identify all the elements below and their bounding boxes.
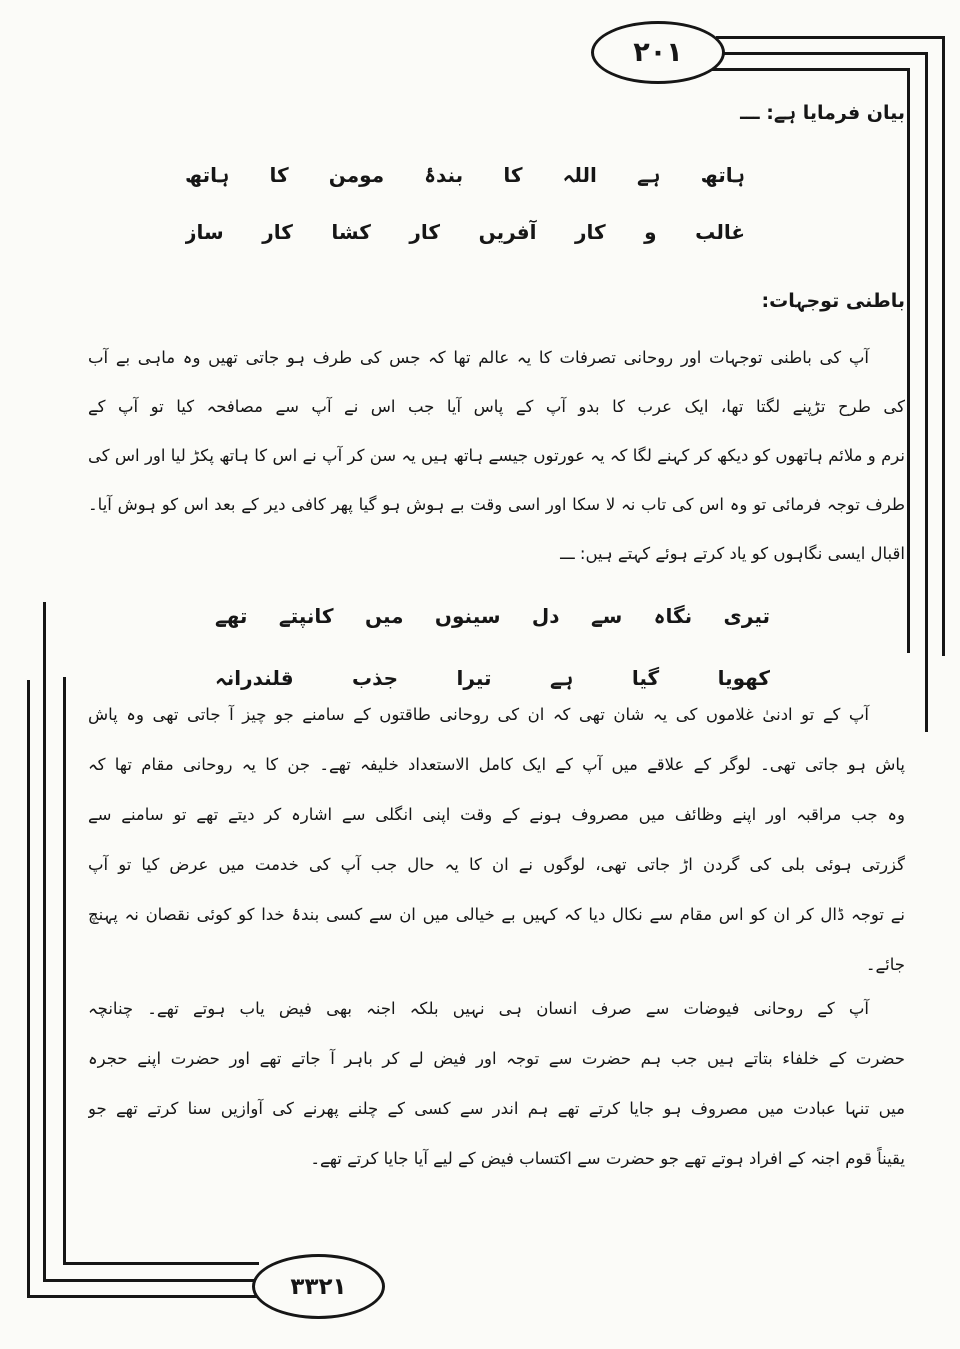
page-number-bottom: ۳۳۲۱ bbox=[290, 1273, 347, 1300]
frame-bottom-line-outer bbox=[27, 1295, 277, 1298]
paragraph-line: نرم و ملائم ہاتھوں کو دیکھ کر کہنے لگا کہ یہ عورتوں جیسے ہاتھ ہیں یہ سن کر آپ نے اس کا ہاتھ پکڑ لیا اور اس کی bbox=[88, 446, 905, 465]
paragraph-line: کی طرح تڑپنے لگتا تھا، ایک عرب کا بدو آپ کے پاس آیا جب اس نے آپ سے مصافحہ کیا تو آپ کے bbox=[88, 397, 905, 416]
paragraph-line: اقبال ایسی نگاہوں کو یاد کرتے ہوئے کہتے ہیں: ـــ bbox=[560, 544, 905, 563]
page-number-top-oval bbox=[591, 21, 725, 84]
paragraph-2 bbox=[88, 690, 905, 990]
intro-line: بیان فرمایا ہے: ـــ bbox=[740, 102, 905, 124]
frame-top-line-outer bbox=[716, 36, 945, 39]
frame-right-line-inner bbox=[907, 68, 910, 653]
frame-bottom-line-middle bbox=[43, 1279, 267, 1282]
paragraph-line: آپ کے روحانی فیوضات سے صرف انسان ہی نہیں بلکہ اجنہ بھی فیض یاب ہوتے تھے۔ چنانچہ bbox=[88, 999, 869, 1018]
poem-line: ہاتھ ہے اللہ کا بندۂ مومن کا ہاتھ bbox=[185, 163, 745, 187]
paragraph-line: حضرت کے خلفاء بتاتے ہیں جب ہم حضرت سے توجہ اور فیض لے کر باہر آ جاتے تھے اور حضرت اپنے حجرہ bbox=[88, 1049, 905, 1068]
frame-top-line-inner bbox=[712, 68, 910, 71]
poem-line: تیری نگاہ سے دل سینوں میں کانپتے تھے bbox=[215, 604, 770, 628]
frame-top-line-middle bbox=[716, 52, 928, 55]
couplet-1 bbox=[185, 147, 745, 261]
frame-left-line-middle bbox=[43, 602, 46, 1282]
paragraph-line: آپ کی باطنی توجہات اور روحانی تصرفات کا یہ عالم تھا کہ جس کی طرف ہو جاتی تھیں وہ ماہی بے آب bbox=[88, 348, 869, 367]
paragraph-line: پاش ہو جاتی تھی۔ لوگر کے علاقے میں آپ کے ایک کامل الاستعداد خلیفہ تھے۔ جن کا یہ روحانی مقام تھا کہ bbox=[88, 755, 905, 774]
paragraph-1 bbox=[88, 333, 905, 578]
frame-left-line-inner bbox=[63, 677, 66, 1265]
frame-right-line-middle bbox=[925, 52, 928, 732]
poem-line: کھویا گیا ہے تیرا جذب قلندرانہ bbox=[215, 666, 770, 690]
section-heading-batini-tawajjuhat: باطنی توجہات: bbox=[761, 290, 905, 312]
paragraph-line: میں تنہا عبادت میں مصروف ہو جایا کرتے تھے ہم اندر سے کسی کے چلنے پھرنے کی آوازیں سنا کرتے تھے جو bbox=[88, 1099, 905, 1118]
page-number-bottom-oval bbox=[252, 1254, 385, 1319]
paragraph-line: گزرتی ہوئی بلی کی گردن اڑ جاتی تھی، لوگوں نے ان کا یہ حال جب آپ کی خدمت میں عرض کیا تو آپ bbox=[88, 855, 905, 874]
paragraph-line: وہ جب مراقبہ اور اپنے وظائف میں مصروف ہونے کے وقت اپنی انگلی سے اشارہ کر دیتے تھے تو سامنے سے bbox=[88, 805, 905, 824]
frame-right-line-outer bbox=[942, 36, 945, 656]
paragraph-line: نے توجہ ڈال کر ان کو اس مقام سے نکال دیا کہ کہیں بے خیالی میں ان سے کسی بندۂ خدا کو کوئی نقصان نہ پہنچ bbox=[88, 905, 905, 924]
frame-left-line-outer bbox=[27, 680, 30, 1298]
paragraph-line: آپ کے تو ادنیٰ غلاموں کی یہ شان تھی کہ ان کی روحانی طاقتوں کے سامنے جو چیز آ جاتی تھی وہ پاش bbox=[88, 705, 869, 724]
paragraph-line: یقیناً قوم اجنہ کے افراد ہوتے تھے جو حضرت سے اکتساب فیض کے لیے آیا جایا کرتے تھے۔ bbox=[310, 1149, 905, 1168]
frame-bottom-line-inner bbox=[63, 1262, 259, 1265]
poem-line: غالب و کار آفریں کار کشا کار ساز bbox=[185, 220, 745, 244]
paragraph-line: جائے۔ bbox=[865, 955, 905, 974]
paragraph-line: طرف توجہ فرمائی تو وہ اس کی تاب نہ لا سکا اور اسی وقت بے ہوش ہو گیا پھر کافی دیر کے بعد اس کو ہوش آیا۔ bbox=[88, 495, 905, 514]
page-number-top: ۲۰۱ bbox=[633, 37, 683, 68]
paragraph-3 bbox=[88, 984, 905, 1184]
